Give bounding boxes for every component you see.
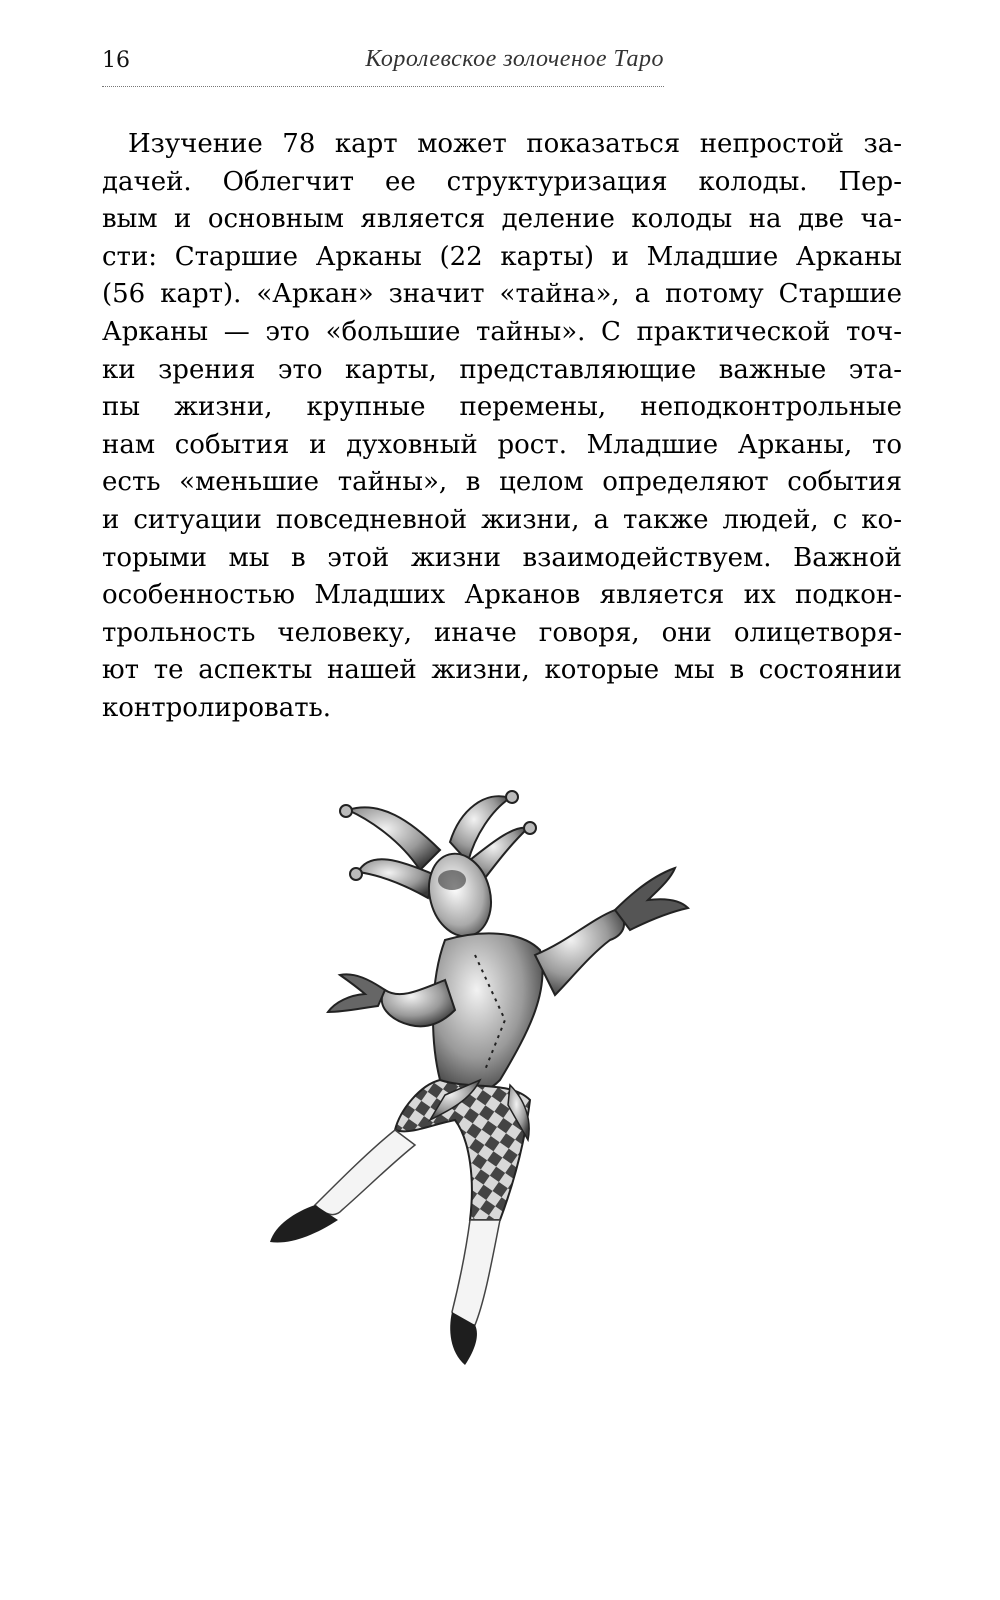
text-line: есть «меньшие тайны», в целом определяют события — [102, 467, 902, 498]
text-line: ют те аспекты нашей жизни, которые мы в состоянии — [102, 655, 902, 686]
text-line: (56 карт). «Аркан» значит «тайна», а потому Старшие — [102, 279, 902, 310]
running-header — [102, 44, 664, 87]
running-title: Королевское золоченое Таро — [365, 46, 664, 72]
text-line: контролировать. — [102, 692, 331, 723]
text-line: сти: Старшие Арканы (22 карты) и Младшие Арканы — [102, 241, 902, 272]
text-line: вым и основным является деление колоды на две ча- — [102, 204, 902, 235]
text-line: пы жизни, крупные перемены, неподконтрольные — [102, 392, 902, 423]
body-paragraph — [102, 126, 902, 728]
text-line: и ситуации повседневной жизни, а также людей, с ко- — [102, 504, 902, 535]
text-line: особенностью Младших Арканов является их подкон- — [102, 580, 902, 611]
text-line: дачей. Облегчит ее структуризация колоды. Пер- — [102, 166, 902, 197]
text-line: трольность человеку, иначе говоря, они олицетворя- — [102, 617, 902, 648]
page-number: 16 — [102, 48, 130, 73]
jester-illustration-icon — [270, 780, 710, 1370]
text-line: Арканы — это «большие тайны». С практической точ- — [102, 316, 902, 347]
text-line: торыми мы в этой жизни взаимодействуем. Важной — [102, 542, 902, 573]
text-line: ки зрения это карты, представляющие важные эта- — [102, 354, 902, 385]
text-line: нам события и духовный рост. Младшие Арканы, то — [102, 429, 902, 460]
text-line: Изучение 78 карт может показаться непростой за- — [128, 129, 902, 159]
